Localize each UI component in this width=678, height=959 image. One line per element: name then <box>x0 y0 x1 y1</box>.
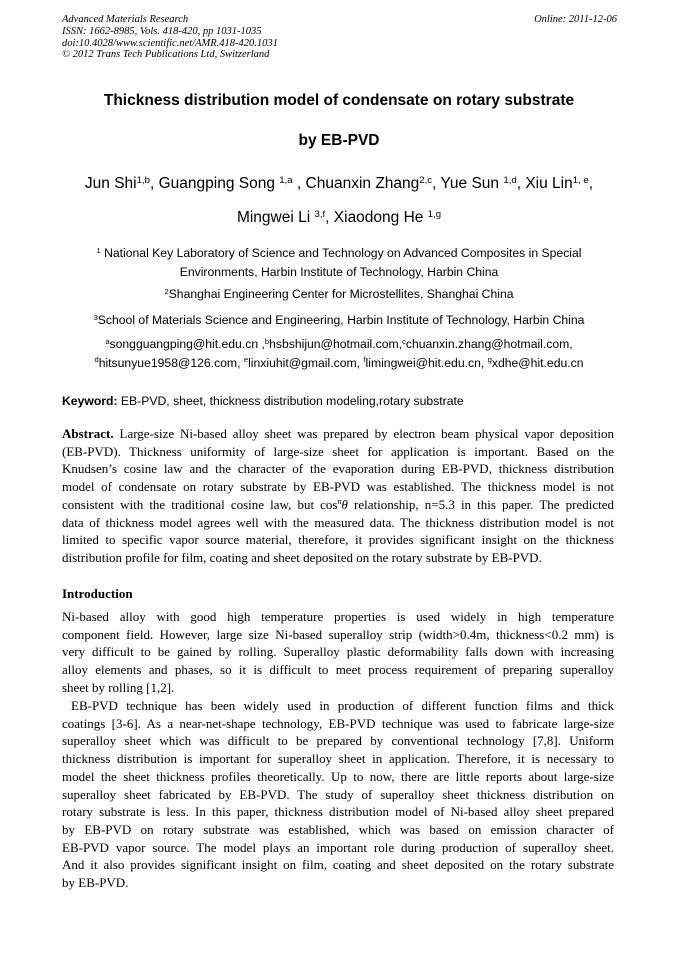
affiliation-text: National Key Laboratory of Science and Technology on Advanced Composites in Special <box>104 246 582 260</box>
email-link[interactable]: hitsunyue1958@126.com <box>98 355 238 370</box>
journal-header <box>62 14 617 61</box>
body-line: by EB-PVD. <box>62 875 129 891</box>
author-name: Mingwei Li <box>236 209 311 226</box>
doi-line[interactable]: doi:10.4028/www.scientific.net/AMR.418-420.1031 <box>62 37 278 49</box>
introduction-paragraph-1 <box>62 608 614 697</box>
author-sup: 2,c <box>419 174 433 186</box>
introduction-paragraph-2 <box>62 697 614 892</box>
body-line: very difficult to be gained by rolling. Superalloy plastic deformability falls down with increasing <box>62 644 614 660</box>
email-sup: g <box>487 355 492 365</box>
affiliation-sup: 2 <box>164 286 169 296</box>
author-name: Xiu Lin <box>525 175 573 192</box>
abstract-line: distribution profile for film, coating and sheet deposited on the rotary substrate by EB-PVD. <box>62 549 542 565</box>
author-name: Guangping Song <box>158 175 275 192</box>
affiliation-2 <box>40 285 638 304</box>
abstract-line: model of condensate on rotary substrate by EB-PVD was established. The thickness model is not <box>62 479 614 495</box>
journal-name: Advanced Materials Research <box>62 14 189 25</box>
body-line: And it also provides significant insight on film, coating and sheet deposited on the rotary substrate <box>62 857 614 873</box>
affiliation-sup: 3 <box>93 312 98 322</box>
author-sup: 1,g <box>427 208 442 220</box>
email-sup: a <box>105 336 110 346</box>
affiliation-text: Shanghai Engineering Center for Microstellites, Shanghai China <box>168 287 514 301</box>
author-sup: 1,d <box>503 174 517 186</box>
body-line: thickness distribution is important for superalloy sheet in application. Therefore, it is necessary to <box>62 751 614 767</box>
email-list: $^a$songguangping@hit.edu.cn ,$^b$hsbshijun@hotmail.com,$^c$chuanxin.zhang@hotmail.com, $^d$hitsunyue1958@126.com, $^e$linxiuhit@gmail.com, $^f$limingwei@hit.edu.cn, $^g$xdhe@hit.edu.cn <box>94 336 584 370</box>
affiliation-text: School of Materials Science and Engineering, Harbin Institute of Technology, Harbin China <box>97 313 585 327</box>
email-sup: f <box>363 355 366 365</box>
abstract-text: consistent with the traditional cosine law, but cos <box>62 496 338 512</box>
affiliation-3 <box>40 311 638 330</box>
abstract-line: (EB-PVD). Thickness uniformity of large-size sheet for application is important. Based on the <box>62 443 614 459</box>
keywords-text: EB-PVD, sheet, thickness distribution modeling,rotary substrate <box>120 394 464 408</box>
abstract-text: relationship, n=5.3 in this paper. The predicted <box>347 496 615 512</box>
body-line: sheet by rolling [1,2]. <box>62 679 175 695</box>
author-sup: 1,a <box>279 174 293 186</box>
issn-line: ISSN: 1662-8985, Vols. 418-420, pp 1031-1035 <box>62 25 262 37</box>
affiliation-sup: 1 <box>96 245 101 255</box>
paper-title-line-2: by EB-PVD <box>298 132 380 149</box>
email-link[interactable]: chuanxin.zhang@hotmail.com <box>405 337 570 351</box>
online-date: Online: 2011-12-06 <box>534 14 617 25</box>
email-link[interactable]: hsbshijun@hotmail.com <box>269 337 399 351</box>
email-link[interactable]: songguangping@hit.edu.cn <box>109 337 259 351</box>
author-name: Chuanxin Zhang <box>305 175 420 192</box>
email-link[interactable]: linxiuhit@gmail.com <box>248 355 357 370</box>
paper-title-line-1: Thickness distribution model of condensate on rotary substrate <box>103 92 575 109</box>
author-sup: 1,b <box>136 174 150 186</box>
author-list-line-1: Jun Shi$^{1,b}$, Guangping Song $^{1,a}$ , Chuanxin Zhang$^{2,c}$, Yue Sun $^{1,d}$, Xiu Lin$^{1, e}$, <box>84 174 594 192</box>
author-name: Jun Shi <box>84 175 137 192</box>
abstract-line: data of thickness model agrees well with the measured data. The thickness distribution model is not <box>62 514 614 530</box>
abstract <box>62 425 614 567</box>
theta-symbol: θ <box>341 496 348 512</box>
abstract-line: Large-size Ni-based alloy sheet was prepared by electron beam physical vapor deposition <box>119 426 614 441</box>
author-name: Yue Sun <box>440 175 500 192</box>
body-line: model the sheet thickness profiles theoretically. Up to now, there are little reports about large-size <box>62 768 614 784</box>
exponent: n <box>337 497 342 507</box>
email-sup: e <box>243 355 249 365</box>
author-sup: 3,f <box>314 208 326 220</box>
body-line: Ni-based alloy with good high temperature properties is used widely in high temperature <box>62 609 614 624</box>
body-line: EB-PVD vapor source. The model plays an important role during production of superalloy sheet. <box>62 839 614 855</box>
body-line: superalloy sheet which was difficult to be prepared by conventional technology [7,8]. Uniform <box>62 733 614 749</box>
body-line: superalloy sheet fabricated by EB-PVD. The study of superalloy sheet thickness distribution on <box>62 786 614 802</box>
body-line: component field. However, large size Ni-based superalloy strip (width>0.4m, thickness<0.2 mm) is <box>62 626 614 642</box>
abstract-line: Knudsen’s cosine law and the character of the evaporation during EB-PVD, thickness distribution <box>62 461 614 477</box>
body-line: alloy elements and phases, so it is difficult to meet process requirement of preparing superalloy <box>62 662 614 678</box>
email-sup: c <box>402 336 406 346</box>
body-line: rotary substrate is less. In this paper, thickness distribution model of Ni-based alloy sheet prepared <box>62 804 614 820</box>
email-sup: b <box>264 336 270 346</box>
email-sup: d <box>94 355 99 365</box>
keywords-label: Keyword: <box>62 394 118 408</box>
email-link[interactable]: xdhe@hit.edu.cn <box>491 355 584 370</box>
affiliation-1 <box>40 244 638 281</box>
author-sup: 1, e <box>572 174 589 186</box>
abstract-line: limited to specific vapor source material, therefore, it provides significant insight on the thickness <box>62 532 614 548</box>
body-line: coatings [3-6]. As a near-net-shape technology, EB-PVD technique was used to fabricate large-size <box>62 715 614 731</box>
copyright-line: © 2012 Trans Tech Publications Ltd, Switzerland <box>62 49 270 61</box>
abstract-label: Abstract. <box>62 426 114 441</box>
affiliation-text: Environments, Harbin Institute of Technology, Harbin China <box>179 264 499 279</box>
author-name: Xiaodong He <box>333 209 424 226</box>
abstract-line <box>62 496 614 514</box>
introduction-heading: Introduction <box>62 586 133 601</box>
author-list-line-2: Mingwei Li $^{3,f}$, Xiaodong He $^{1,g}$ <box>236 208 442 226</box>
body-line: EB-PVD technique has been widely used in production of different function films and thick <box>71 698 614 713</box>
keywords <box>62 394 622 408</box>
email-link[interactable]: limingwei@hit.edu.cn <box>365 355 481 370</box>
body-line: by EB-PVD on rotary substrate was established, which was based on emission character of <box>62 821 614 837</box>
